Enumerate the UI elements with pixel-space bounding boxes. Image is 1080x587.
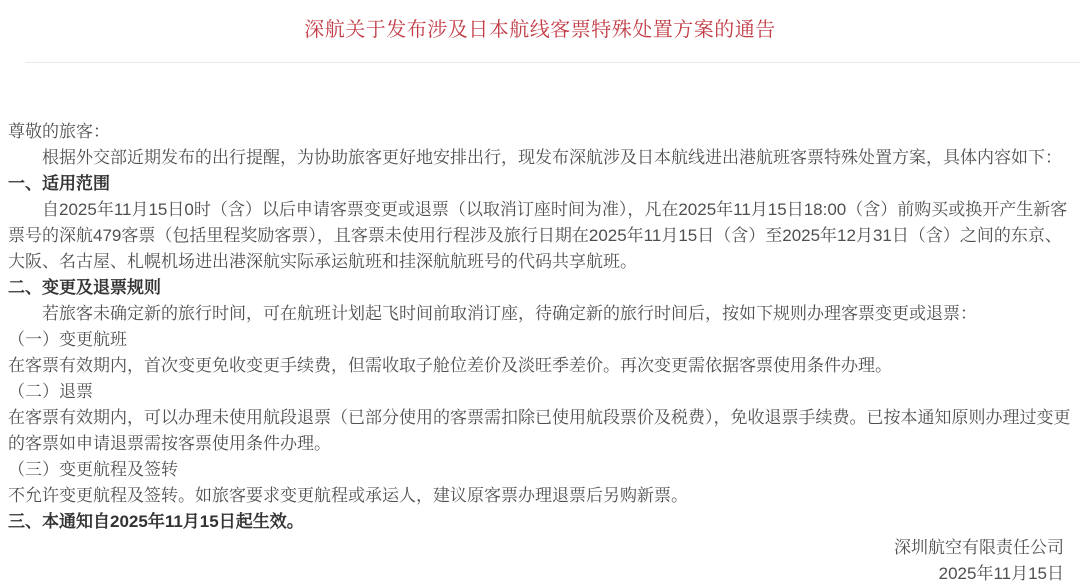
notice-body (8, 119, 1072, 587)
subsection-1-title: （一）变更航班 (8, 330, 127, 349)
signature-company: 深圳航空有限责任公司 (894, 538, 1064, 557)
intro-paragraph: 根据外交部近期发布的出行提醒，为协助旅客更好地安排出行，现发布深航涉及日本航线进出港航班客票特殊处置方案，具体内容如下： (42, 148, 1062, 167)
page-title: 深航关于发布涉及日本航线客票特殊处置方案的通告 (304, 19, 776, 41)
section-3-heading: 三、本通知自2025年11月15日起生效。 (8, 512, 304, 531)
section-1-heading: 一、适用范围 (8, 174, 110, 193)
section-2-heading: 二、变更及退票规则 (8, 278, 161, 297)
salutation: 尊敬的旅客： (8, 122, 110, 141)
subsection-2-body: 在客票有效期内，可以办理未使用航段退票（已部分使用的客票需扣除已使用航段票价及税费），免收退票手续费。已按本通知原则办理过变更的客票如申请退票需按客票使用条件办理。 (8, 408, 1071, 453)
section-2-intro: 若旅客未确定新的旅行时间，可在航班计划起飞时间前取消订座，待确定新的旅行时间后，按如下规则办理客票变更或退票： (42, 304, 977, 323)
subsection-1-body: 在客票有效期内，首次变更免收变更手续费，但需收取子舱位差价及淡旺季差价。再次变更需依据客票使用条件办理。 (8, 356, 892, 375)
section-1-body: 自2025年11月15日0时（含）以后申请客票变更或退票（以取消订座时间为准），凡在2025年11月15日18:00（含）前购买或换开产生新客票号的深航479客票（包括里程奖励客票），且客票未使用行程涉及旅行日期在2025年11月15日（含）至2025年12月31日（含）之间的东京、大阪、名古屋、札幌机场进出港深航实际承运航班和挂深航航班号的代码共享航班。 (8, 200, 1068, 271)
subsection-3-body: 不允许变更航程及签转。如旅客要求变更航程或承运人，建议原客票办理退票后另购新票。 (8, 486, 688, 505)
signature-date: 2025年11月15日 (938, 564, 1064, 583)
header-divider (25, 62, 1080, 63)
signature-block (8, 535, 1072, 587)
subsection-2-title: （二）退票 (8, 382, 93, 401)
subsection-3-title: （三）变更航程及签转 (8, 460, 178, 479)
